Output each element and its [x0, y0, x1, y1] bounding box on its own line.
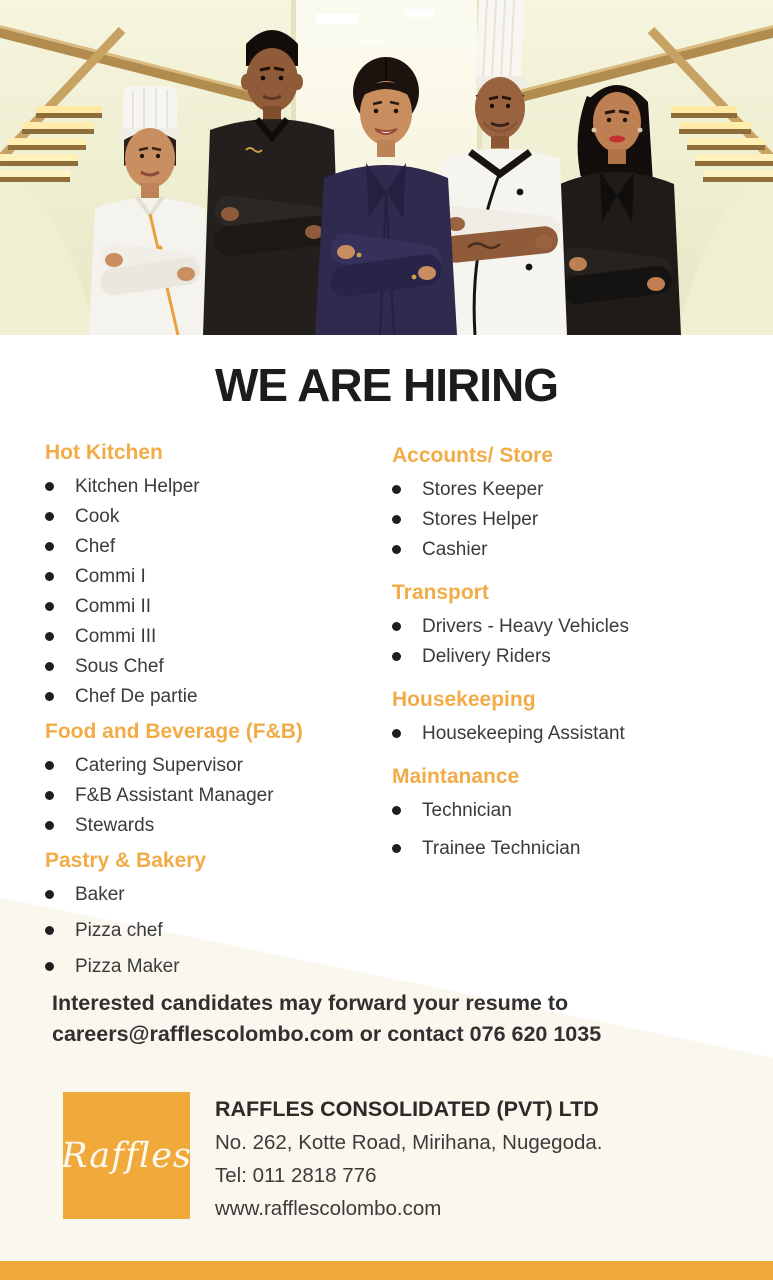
- job-label: Catering Supervisor: [75, 755, 243, 776]
- job-label: Sous Chef: [75, 656, 164, 677]
- job-item: [45, 596, 385, 617]
- job-item: [392, 838, 752, 859]
- page-title: WE ARE HIRING: [214, 359, 559, 411]
- section-transport: [392, 581, 752, 667]
- section-maintenance: [392, 765, 752, 859]
- job-item: [45, 506, 385, 527]
- bullet-icon: [45, 692, 54, 701]
- bullet-icon: [45, 962, 54, 971]
- job-label: Pizza chef: [75, 920, 163, 941]
- job-column-left: [45, 441, 385, 992]
- job-item: [45, 884, 385, 905]
- section-housekeeping: [392, 688, 752, 744]
- job-item: [45, 686, 385, 707]
- job-item: [392, 800, 752, 821]
- bullet-icon: [45, 926, 54, 935]
- job-label: F&B Assistant Manager: [75, 785, 274, 806]
- bullet-icon: [392, 545, 401, 554]
- job-label: Stores Keeper: [422, 479, 544, 500]
- section-heading: Transport: [392, 581, 489, 604]
- team-photo-illustration: [0, 0, 773, 335]
- job-item: [45, 785, 385, 806]
- bullet-icon: [392, 806, 401, 815]
- job-label: Stores Helper: [422, 509, 539, 530]
- job-label: Trainee Technician: [422, 838, 581, 859]
- bullet-icon: [392, 485, 401, 494]
- job-label: Cook: [75, 506, 120, 527]
- company-phone: Tel: 011 2818 776: [215, 1164, 377, 1187]
- job-item: [392, 539, 752, 560]
- bullet-icon: [392, 622, 401, 631]
- job-item: [45, 656, 385, 677]
- section-hot-kitchen: [45, 441, 385, 707]
- job-item: [392, 479, 752, 500]
- bottom-accent-bar: [0, 1261, 773, 1280]
- bullet-icon: [45, 890, 54, 899]
- job-item: [45, 755, 385, 776]
- job-column-right: [392, 444, 752, 876]
- section-heading: Hot Kitchen: [45, 441, 163, 464]
- job-item: [392, 616, 752, 637]
- bullet-icon: [45, 662, 54, 671]
- job-label: Stewards: [75, 815, 155, 836]
- section-heading: Housekeeping: [392, 688, 536, 711]
- job-label: Chef De partie: [75, 686, 198, 707]
- job-item: [45, 536, 385, 557]
- job-item: [45, 920, 385, 941]
- job-item: [45, 815, 385, 836]
- section-heading: Accounts/ Store: [392, 444, 554, 467]
- job-label: Pizza Maker: [75, 956, 180, 977]
- contact-block: [52, 988, 712, 1050]
- bullet-icon: [45, 632, 54, 641]
- job-item: [392, 723, 752, 744]
- job-label: Drivers - Heavy Vehicles: [422, 616, 629, 637]
- bullet-icon: [392, 844, 401, 853]
- job-label: Technician: [422, 800, 512, 821]
- section-food-beverage: [45, 720, 385, 836]
- bullet-icon: [45, 761, 54, 770]
- bullet-icon: [392, 729, 401, 738]
- bullet-icon: [45, 542, 54, 551]
- job-label: Housekeeping Assistant: [422, 723, 625, 744]
- bullet-icon: [392, 652, 401, 661]
- job-label: Baker: [75, 884, 125, 905]
- job-item: [45, 476, 385, 497]
- bullet-icon: [45, 602, 54, 611]
- bullet-icon: [45, 512, 54, 521]
- job-item: [45, 626, 385, 647]
- bullet-icon: [45, 572, 54, 581]
- job-label: Commi III: [75, 626, 157, 647]
- bullet-icon: [45, 821, 54, 830]
- section-heading: Pastry & Bakery: [45, 849, 207, 872]
- job-label: Kitchen Helper: [75, 476, 200, 497]
- bullet-icon: [45, 482, 54, 491]
- job-label: Delivery Riders: [422, 646, 551, 667]
- team-photo: [0, 0, 773, 335]
- company-website: www.rafflescolombo.com: [215, 1197, 442, 1220]
- job-item: [392, 646, 752, 667]
- raffles-logo: [63, 1092, 190, 1219]
- job-label: Chef: [75, 536, 116, 557]
- company-address: No. 262, Kotte Road, Mirihana, Nugegoda.: [215, 1131, 603, 1154]
- job-item: [392, 509, 752, 530]
- job-label: Commi I: [75, 566, 146, 587]
- company-name: RAFFLES CONSOLIDATED (PVT) LTD: [215, 1097, 599, 1121]
- section-pastry-bakery: [45, 849, 385, 977]
- footer-company-info: [215, 1097, 735, 1230]
- contact-line-1: Interested candidates may forward your resume to: [52, 991, 569, 1015]
- section-heading: Food and Beverage (F&B): [45, 720, 303, 743]
- section-accounts-store: [392, 444, 752, 560]
- raffles-logo-text: Raffles: [61, 1135, 192, 1176]
- job-item: [45, 956, 385, 977]
- contact-line-2: careers@rafflescolombo.com or contact 076 620 1035: [52, 1022, 602, 1046]
- section-heading: Maintanance: [392, 765, 520, 788]
- job-label: Commi II: [75, 596, 151, 617]
- job-label: Cashier: [422, 539, 488, 560]
- bullet-icon: [392, 515, 401, 524]
- job-item: [45, 566, 385, 587]
- bullet-icon: [45, 791, 54, 800]
